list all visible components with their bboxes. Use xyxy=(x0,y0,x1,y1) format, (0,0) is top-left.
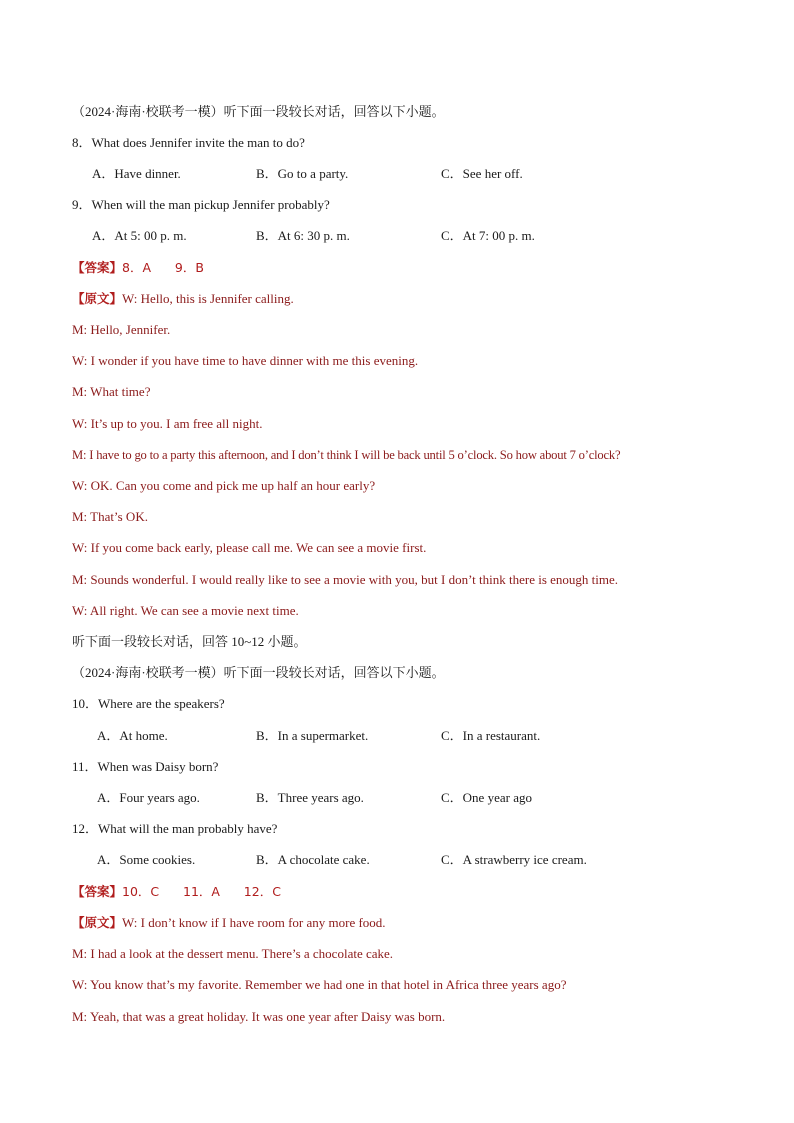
q10-option-b: B．In a supermarket. xyxy=(256,728,369,743)
q9-option-a: A．At 5: 00 p. m. xyxy=(92,228,187,243)
transcript-line: M: Hello, Jennifer. xyxy=(72,322,171,337)
q8-option-b: B．Go to a party. xyxy=(256,166,349,181)
question-9: 9．When will the man pickup Jennifer probably? xyxy=(72,197,330,212)
q10-option-c: C．In a restaurant. xyxy=(441,728,541,743)
question-8: 8．What does Jennifer invite the man to do? xyxy=(72,135,305,150)
q10-option-a: A．At home. xyxy=(97,728,168,743)
transcript-line xyxy=(72,291,294,307)
transcript-line: W: I wonder if you have time to have dinner with me this evening. xyxy=(72,353,419,368)
q12-option-c: C．A strawberry ice cream. xyxy=(441,852,587,867)
transcript-label: 【原文】 xyxy=(72,291,123,306)
transcript-label: 【原文】 xyxy=(72,915,123,930)
transcript-line xyxy=(72,915,386,931)
transcript-line: M: What time? xyxy=(72,384,151,399)
question-10: 10．Where are the speakers? xyxy=(72,696,225,711)
transcript-line: W: All right. We can see a movie next time. xyxy=(72,603,299,618)
question-11: 11．When was Daisy born? xyxy=(72,759,219,774)
q8-option-c: C．See her off. xyxy=(441,166,523,181)
transcript-line: M: That’s OK. xyxy=(72,509,148,524)
transcript-text: W: Hello, this is Jennifer calling. xyxy=(122,291,294,306)
answer-label: 【答案】 xyxy=(72,884,123,899)
answer-text: 10．C 11．A 12．C xyxy=(122,884,281,899)
answer-label: 【答案】 xyxy=(72,260,123,275)
transcript-line: W: If you come back early, please call me. We can see a movie first. xyxy=(72,540,427,555)
transcript-line: W: OK. Can you come and pick me up half an hour early? xyxy=(72,478,376,493)
q11-option-a: A．Four years ago. xyxy=(97,790,200,805)
transcript-text: W: I don’t know if I have room for any more food. xyxy=(122,915,386,930)
q9-option-b: B．At 6: 30 p. m. xyxy=(256,228,350,243)
transcript-line: W: It’s up to you. I am free all night. xyxy=(72,416,263,431)
q11-option-c: C．One year ago xyxy=(441,790,532,805)
transcript-line: M: Yeah, that was a great holiday. It was one year after Daisy was born. xyxy=(72,1009,446,1024)
q12-option-b: B．A chocolate cake. xyxy=(256,852,370,867)
answer-line-1 xyxy=(72,260,204,276)
transcript-line: M: I had a look at the dessert menu. There’s a chocolate cake. xyxy=(72,946,394,961)
q12-option-a: A．Some cookies. xyxy=(97,852,196,867)
section1-intro: （2024·海南·校联考一模）听下面一段较长对话，回答以下小题。 xyxy=(72,104,445,119)
answer-line-2 xyxy=(72,884,281,900)
section2-heading: 听下面一段较长对话，回答 10~12 小题。 xyxy=(72,634,307,649)
transcript-line: W: You know that’s my favorite. Remember we had one in that hotel in Africa three years ago? xyxy=(72,977,567,992)
q9-option-c: C．At 7: 00 p. m. xyxy=(441,228,535,243)
answer-text: 8．A 9．B xyxy=(122,260,204,275)
q8-option-a: A．Have dinner. xyxy=(92,166,181,181)
section2-intro: （2024·海南·校联考一模）听下面一段较长对话，回答以下小题。 xyxy=(72,665,445,680)
transcript-line: M: I have to go to a party this afternoon, and I don’t think I will be back until 5 o’clock. So how about 7 o’clock? xyxy=(72,448,621,462)
transcript-line: M: Sounds wonderful. I would really like to see a movie with you, but I don’t think there is enough time. xyxy=(72,572,619,587)
q11-option-b: B．Three years ago. xyxy=(256,790,364,805)
question-12: 12．What will the man probably have? xyxy=(72,821,278,836)
